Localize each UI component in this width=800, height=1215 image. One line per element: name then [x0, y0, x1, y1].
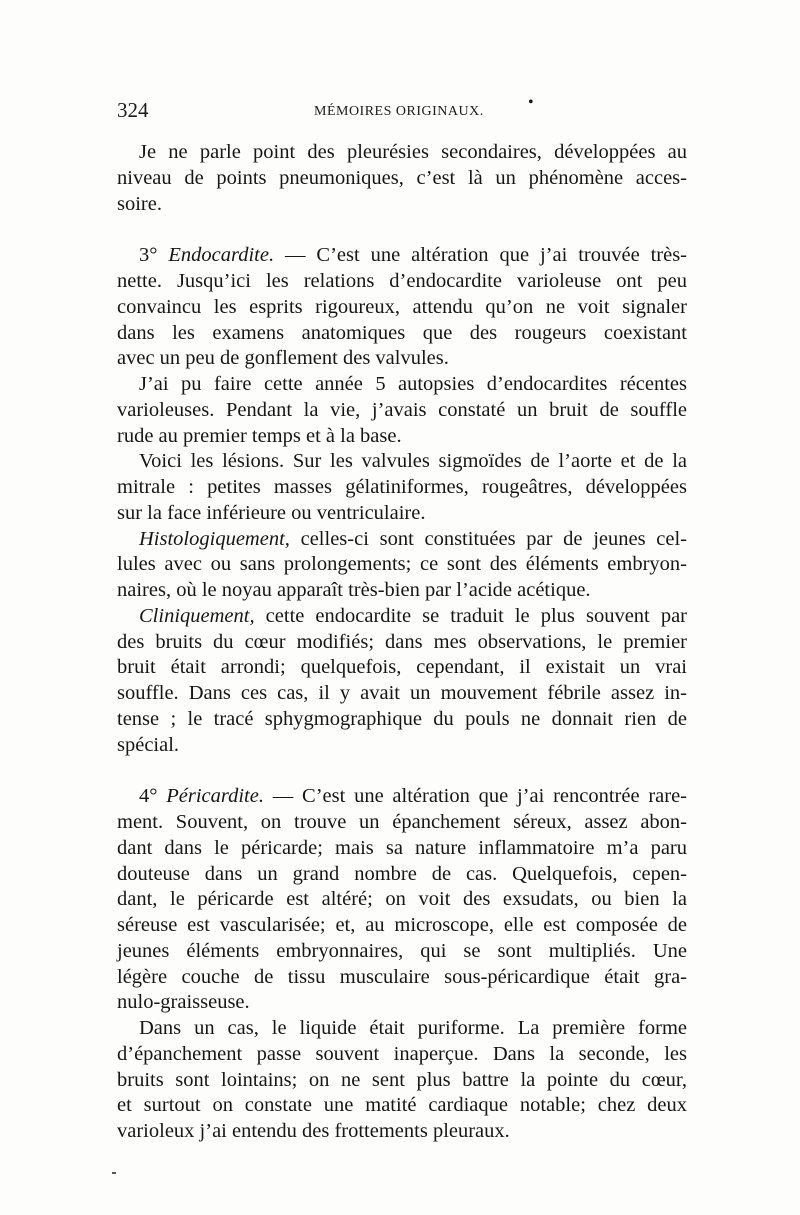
paragraph-autopsies: [117, 372, 687, 449]
body-text: [117, 140, 687, 1145]
text-line: ment. Souvent, on trouve un épanchement séreux, assez abon-: [117, 811, 687, 833]
section-spacer: [117, 758, 687, 784]
text-line: lules avec ou sans prolongements; ce sont des éléments embryon-: [117, 553, 687, 576]
text-line: convaincu les esprits rigoureux, attendu qu’on ne voit signaler: [117, 295, 687, 318]
text-line: bruits sont lointains; on ne sent plus battre la pointe du cœur,: [117, 1068, 687, 1091]
text-line: des bruits du cœur modifiés; dans mes observations, le premier: [117, 630, 687, 653]
text-line: soire.: [117, 192, 162, 215]
text-line: souffle. Dans ces cas, il y avait un mouvement fébrile assez in-: [117, 682, 687, 704]
text-line: avec un peu de gonflement des valvules.: [117, 347, 449, 370]
text-line: J’ai pu faire cette année 5 autopsies d’endocardites récentes: [139, 373, 687, 395]
text-line: [117, 527, 687, 553]
text-line: dant dans le péricarde; mais sa nature inflammatoire m’a paru: [117, 836, 687, 859]
section-title: Endocardite.: [168, 244, 275, 267]
paragraph-lesions: [117, 449, 687, 526]
paragraph-lead: Cliniquement,: [139, 604, 255, 627]
text-line: légère couche de tissu musculaire sous-péricardique était gra-: [117, 965, 687, 988]
paragraph-endocardite: [117, 243, 687, 372]
line-text: celles-ci sont constituées par de jeunes cel-: [300, 527, 688, 550]
section-number: 3°: [139, 244, 158, 267]
text-line: spécial.: [117, 733, 180, 756]
text-line: sur la face inférieure ou ventriculaire.: [117, 501, 426, 524]
text-line: jeunes éléments embryonnaires, qui se sont multipliés. Une: [117, 939, 687, 962]
text-line: [117, 784, 687, 810]
section-number: 4°: [139, 785, 158, 808]
text-line: dans les examens anatomiques que des rougeurs coexistant: [117, 321, 687, 344]
text-line: et surtout on constate une matité cardiaque notable; chez deux: [117, 1094, 687, 1117]
text-line: bruit était arrondi; quelquefois, cependant, il existait un vrai: [117, 656, 687, 679]
text-line: séreuse est vascularisée; et, au microscope, elle est composée de: [117, 914, 687, 936]
text-line: tense ; le tracé sphygmographique du pouls ne donnait rien de: [117, 707, 687, 730]
paragraph-histologiquement: [117, 527, 687, 604]
text-line: dant, le péricarde est altéré; on voit des exsudats, ou bien la: [117, 888, 687, 911]
ink-speck: [112, 1172, 116, 1174]
paragraph-pericardite: [117, 784, 687, 1016]
running-head: MÉMOIRES ORIGINAUX.: [314, 104, 484, 119]
paragraph-pleuresies: [117, 140, 687, 217]
section-spacer: [117, 217, 687, 243]
section-title: Péricardite.: [166, 785, 264, 808]
text-line: Voici les lésions. Sur les valvules sigmoïdes de l’aorte et de la: [139, 450, 687, 473]
text-line: nulo-graisseuse.: [117, 991, 250, 1014]
text-line: douteuse dans un grand nombre de cas. Quelquefois, cepen-: [117, 862, 687, 885]
page-number: 324: [117, 98, 149, 122]
paragraph-cliniquement: [117, 604, 687, 759]
text-line: naires, où le noyau apparaît très-bien par l’acide acétique.: [117, 579, 591, 601]
text-line: varioleuses. Pendant la vie, j’avais constaté un bruit de souffle: [117, 398, 687, 421]
text-line: [117, 243, 687, 269]
text-line: d’épanchement passe souvent inaperçue. Dans la seconde, les: [117, 1042, 687, 1065]
text-line: varioleux j’ai entendu des frottements pleuraux.: [117, 1120, 510, 1142]
text-line: mitrale : petites masses gélatiniformes, rougeâtres, développées: [117, 476, 687, 498]
paragraph-lead: Histologiquement,: [139, 527, 290, 550]
line-text: — C’est une altération que j’ai trouvée très-: [285, 244, 688, 267]
printer-dot-mark: •: [528, 94, 534, 111]
paragraph-liquide: [117, 1016, 687, 1145]
text-line: Dans un cas, le liquide était puriforme. La première forme: [139, 1017, 687, 1039]
line-text: — C’est une altération que j’ai rencontrée rare-: [272, 785, 688, 808]
text-line: nette. Jusqu’ici les relations d’endocardite varioleuse ont peu: [117, 270, 687, 292]
text-line: [117, 604, 687, 630]
line-text: cette endocardite se traduit le plus souvent par: [265, 604, 687, 627]
text-line: niveau de points pneumoniques, c’est là un phénomène acces-: [117, 166, 687, 189]
page-header: [117, 94, 687, 128]
text-line: rude au premier temps et à la base.: [117, 424, 402, 447]
text-line: Je ne parle point des pleurésies secondaires, développées au: [139, 141, 687, 163]
